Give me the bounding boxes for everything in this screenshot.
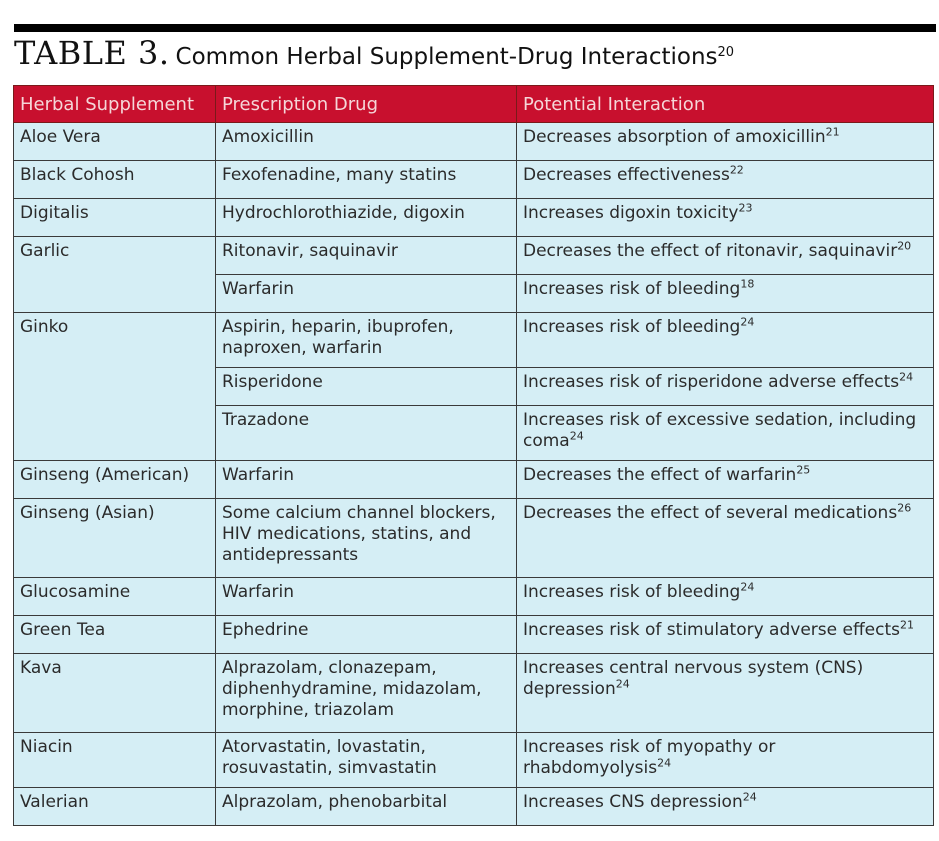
drug-cell: Alprazolam, clonazepam, diphenhydramine, midazolam, morphine, triazolam	[216, 654, 517, 733]
table-row	[14, 578, 934, 616]
interaction-cell: Decreases the effect of several medications$^{26}$	[517, 499, 934, 578]
interaction-cell: Increases risk of bleeding$^{24}$	[517, 578, 934, 616]
interaction-cell: Decreases absorption of amoxicillin$^{21}$	[517, 123, 934, 161]
reference-number: 22	[729, 163, 744, 177]
table-row	[14, 654, 934, 733]
drug-cell: Ritonavir, saquinavir	[216, 237, 517, 275]
herb-cell: Black Cohosh	[14, 161, 216, 199]
reference-number: 21	[900, 618, 914, 632]
reference-number: 24	[740, 580, 755, 594]
table-row	[14, 199, 934, 237]
drug-cell: Warfarin	[216, 275, 517, 313]
herb-cell: Ginseng (Asian)	[14, 499, 216, 578]
title-rule	[14, 24, 936, 32]
reference-number: 24	[615, 677, 630, 691]
interaction-cell: Increases risk of excessive sedation, including coma$^{24}$	[517, 406, 934, 461]
interaction-cell: Decreases the effect of warfarin$^{25}$	[517, 461, 934, 499]
drug-cell: Aspirin, heparin, ibuprofen, naproxen, warfarin	[216, 313, 517, 368]
interaction-cell: Increases risk of myopathy or rhabdomyolysis$^{24}$	[517, 733, 934, 788]
table-row	[14, 461, 934, 499]
herb-cell: Ginseng (American)	[14, 461, 216, 499]
drug-cell: Hydrochlorothiazide, digoxin	[216, 199, 517, 237]
drug-cell: Warfarin	[216, 578, 517, 616]
herb-cell: Aloe Vera	[14, 123, 216, 161]
interaction-cell: Decreases effectiveness$^{22}$	[517, 161, 934, 199]
table-number: TABLE 3.	[14, 34, 170, 72]
column-header-herbal-supplement: Herbal Supplement	[14, 86, 216, 123]
reference-number: 24	[740, 315, 755, 329]
table-row	[14, 123, 934, 161]
drug-cell: Warfarin	[216, 461, 517, 499]
reference-number: 18	[740, 277, 755, 291]
column-header-prescription-drug: Prescription Drug	[216, 86, 517, 123]
reference-number: 21	[825, 125, 840, 139]
reference-number: 23	[738, 201, 753, 215]
drug-cell: Risperidone	[216, 368, 517, 406]
herb-cell: Niacin	[14, 733, 216, 788]
herb-cell: Green Tea	[14, 616, 216, 654]
interaction-cell: Increases digoxin toxicity$^{23}$	[517, 199, 934, 237]
table-title	[14, 34, 734, 76]
table-caption: Common Herbal Supplement-Drug Interactions	[175, 44, 718, 70]
interaction-table	[13, 85, 934, 826]
table-row	[14, 733, 934, 788]
interaction-cell: Increases risk of bleeding$^{24}$	[517, 313, 934, 368]
header-row	[14, 86, 934, 123]
reference-number: 24	[742, 790, 757, 804]
reference-number: 24	[569, 429, 584, 443]
table-row	[14, 161, 934, 199]
drug-cell: Fexofenadine, many statins	[216, 161, 517, 199]
drug-cell: Some calcium channel blockers, HIV medications, statins, and antidepressants	[216, 499, 517, 578]
table-row	[14, 313, 934, 368]
column-header-potential-interaction: Potential Interaction	[517, 86, 934, 123]
interaction-cell: Decreases the effect of ritonavir, saquinavir$^{20}$	[517, 237, 934, 275]
herb-cell: Digitalis	[14, 199, 216, 237]
drug-cell: Alprazolam, phenobarbital	[216, 788, 517, 826]
interaction-cell: Increases risk of bleeding$^{18}$	[517, 275, 934, 313]
title-reference: 20	[717, 44, 735, 60]
herb-cell: Glucosamine	[14, 578, 216, 616]
table-row	[14, 237, 934, 275]
interaction-cell: Increases risk of risperidone adverse effects$^{24}$	[517, 368, 934, 406]
drug-cell: Amoxicillin	[216, 123, 517, 161]
table-row	[14, 616, 934, 654]
drug-cell: Trazadone	[216, 406, 517, 461]
table-row	[14, 499, 934, 578]
herb-cell: Kava	[14, 654, 216, 733]
reference-number: 24	[657, 756, 672, 770]
drug-cell: Atorvastatin, lovastatin, rosuvastatin, simvastatin	[216, 733, 517, 788]
reference-number: 24	[899, 370, 914, 384]
table-row	[14, 788, 934, 826]
herb-cell: Valerian	[14, 788, 216, 826]
herb-cell: Garlic	[14, 237, 216, 313]
interaction-cell: Increases central nervous system (CNS) depression$^{24}$	[517, 654, 934, 733]
interaction-cell: Increases risk of stimulatory adverse effects$^{21}$	[517, 616, 934, 654]
drug-cell: Ephedrine	[216, 616, 517, 654]
interaction-cell: Increases CNS depression$^{24}$	[517, 788, 934, 826]
reference-number: 25	[796, 463, 811, 477]
reference-number: 26	[897, 501, 912, 515]
herb-cell: Ginko	[14, 313, 216, 461]
reference-number: 20	[897, 239, 912, 253]
